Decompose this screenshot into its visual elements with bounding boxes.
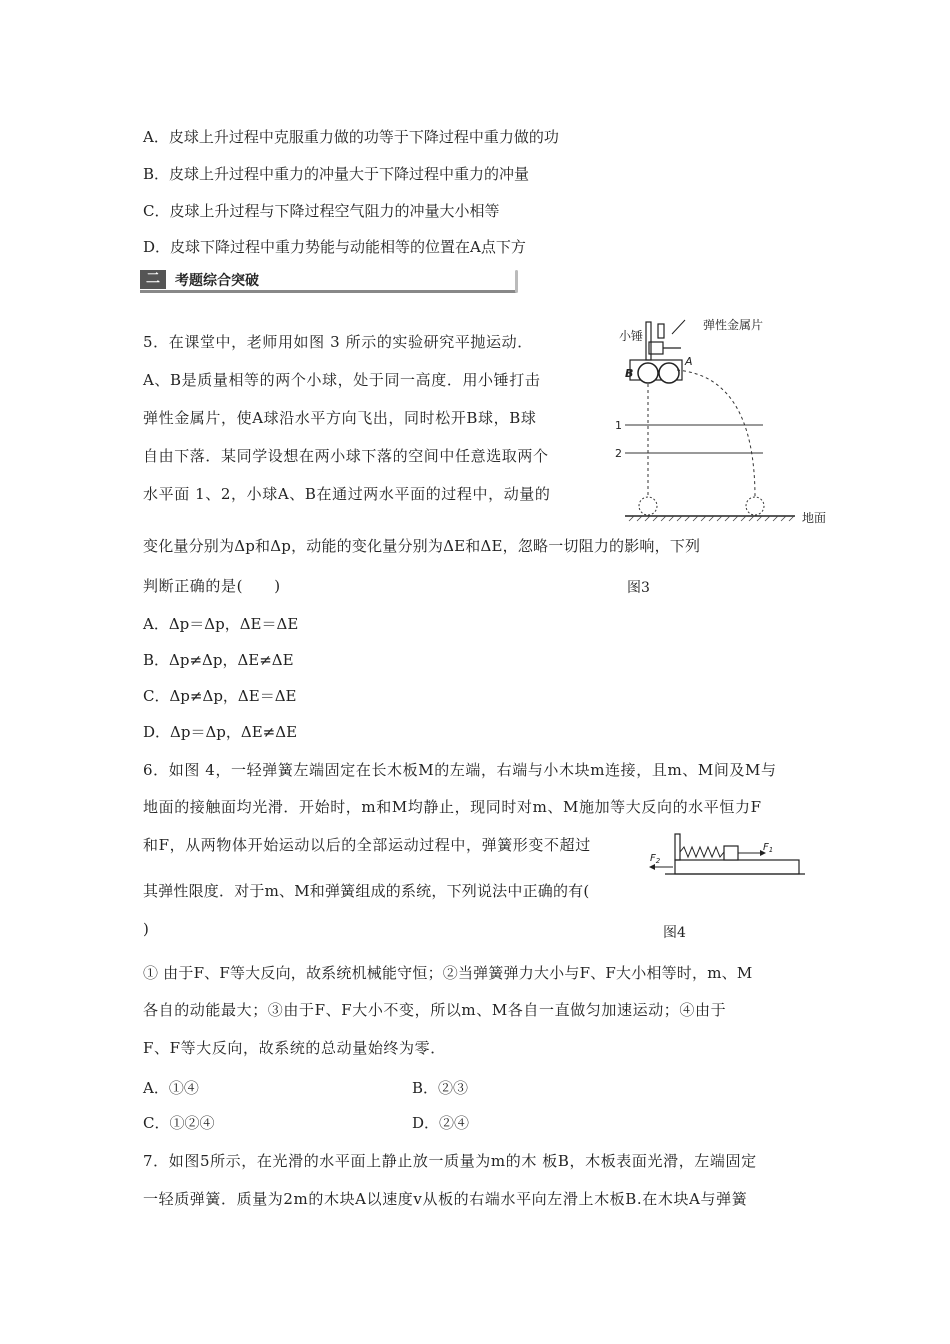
q6-line-1: 6．如图 4，一轻弹簧左端固定在长木板M的左端，右端与小木块m连接，且m、M间及M与 bbox=[143, 761, 777, 779]
q5-line-7: 判断正确的是( ) bbox=[143, 577, 281, 595]
ball-b bbox=[638, 363, 658, 383]
q5-line-4: 自由下落．某同学设想在两小球下落的空间中任意选取两个 bbox=[143, 447, 549, 465]
ball-a-landing bbox=[746, 497, 764, 515]
q5-line-2: A、B是质量相等的两个小球，处于同一高度．用小锤打击 bbox=[143, 371, 541, 389]
figure-3 bbox=[605, 312, 845, 530]
spring-pointer bbox=[672, 320, 685, 334]
q6-option-d: D．②④ bbox=[412, 1114, 470, 1132]
label-f2: $F_2$ bbox=[650, 853, 661, 865]
figure-4-caption: 图4 bbox=[663, 925, 686, 941]
q6-line-2: 地面的接触面均光滑．开始时，m和M均静止，现同时对m、M施加等大反向的水平恒力F bbox=[143, 798, 762, 816]
q4-option-b: B．皮球上升过程中重力的冲量大于下降过程中重力的冲量 bbox=[143, 165, 530, 183]
label-spring: 弹性金属片 bbox=[703, 318, 764, 332]
label-b: B bbox=[625, 367, 634, 380]
q5-option-d: D．Δp＝Δp，ΔE≠ΔE bbox=[143, 723, 298, 741]
section-header bbox=[140, 267, 518, 292]
q6-option-c: C．①②④ bbox=[143, 1114, 215, 1132]
q5-option-b: B．Δp≠Δp，ΔE≠ΔE bbox=[143, 651, 294, 669]
label-plane-1: 1 bbox=[615, 419, 622, 432]
q6-line-3: 和F，从两物体开始运动以后的全部运动过程中，弹簧形变不超过 bbox=[143, 836, 591, 854]
spring bbox=[680, 847, 724, 857]
q6-option-a: A．①④ bbox=[143, 1079, 199, 1097]
label-plane-2: 2 bbox=[615, 447, 622, 460]
ball-a-path bbox=[677, 370, 755, 498]
long-board bbox=[675, 860, 799, 874]
q5-option-c: C．Δp≠Δp，ΔE＝ΔE bbox=[143, 687, 297, 705]
section-end-mark bbox=[515, 270, 518, 293]
q5-line-5: 水平面 1、2，小球A、B在通过两水平面的过程中，动量的 bbox=[143, 485, 551, 503]
q7-line-1: 7．如图5所示，在光滑的水平面上静止放一质量为m的木 板B，木板表面光滑，左端固定 bbox=[143, 1152, 757, 1170]
q6-line-6: ① 由于F、F等大反向，故系统机械能守恒；②当弹簧弹力大小与F、F大小相等时，m、M bbox=[143, 964, 753, 982]
ball-a bbox=[659, 363, 679, 383]
section-title: 考题综合突破 bbox=[175, 273, 259, 289]
section-badge: 二 bbox=[140, 270, 166, 289]
q5-line-1: 5．在课堂中，老师用如图 3 所示的实验研究平抛运动． bbox=[143, 333, 533, 351]
label-f1: $F_1$ bbox=[763, 842, 774, 854]
ball-b-landing bbox=[639, 497, 657, 515]
q6-line-4: 其弹性限度．对于m、M和弹簧组成的系统，下列说法中正确的有( bbox=[143, 882, 590, 900]
q6-line-7: 各自的动能最大；③由于F、F大小不变，所以m、M各自一直做匀加速运动；④由于 bbox=[143, 1001, 727, 1019]
q5-line-3: 弹性金属片，使A球沿水平方向飞出，同时松开B球，B球 bbox=[143, 409, 537, 427]
section-underline bbox=[140, 290, 516, 293]
label-hammer: 小锤 bbox=[619, 329, 644, 343]
q7-line-2: 一轻质弹簧．质量为2m的木块A以速度v从板的右端水平向左滑上木板B.在木块A与弹簧 bbox=[143, 1190, 748, 1208]
q4-option-a: A．皮球上升过程中克服重力做的功等于下降过程中重力做的功 bbox=[143, 128, 559, 146]
q4-option-d: D．皮球下降过程中重力势能与动能相等的位置在A点下方 bbox=[143, 238, 526, 256]
label-ground: 地面 bbox=[802, 511, 827, 525]
figure-4 bbox=[645, 828, 810, 888]
label-a: A bbox=[685, 355, 693, 368]
figure-3-caption: 图3 bbox=[627, 580, 650, 596]
board-wall bbox=[675, 834, 680, 860]
hammer-head bbox=[658, 324, 664, 338]
q6-line-8: F、F等大反向，故系统的总动量始终为零． bbox=[143, 1039, 446, 1057]
q6-line-5: ) bbox=[143, 920, 150, 938]
small-block bbox=[724, 846, 738, 860]
q5-line-6: 变化量分别为Δp和Δp，动能的变化量分别为ΔE和ΔE，忽略一切阻力的影响，下列 bbox=[143, 537, 701, 555]
force-f2-head bbox=[649, 864, 655, 870]
q5-option-a: A．Δp＝Δp，ΔE＝ΔE bbox=[143, 615, 299, 633]
q4-option-c: C．皮球上升过程与下降过程空气阻力的冲量大小相等 bbox=[143, 202, 500, 220]
q6-option-b: B．②③ bbox=[412, 1079, 469, 1097]
